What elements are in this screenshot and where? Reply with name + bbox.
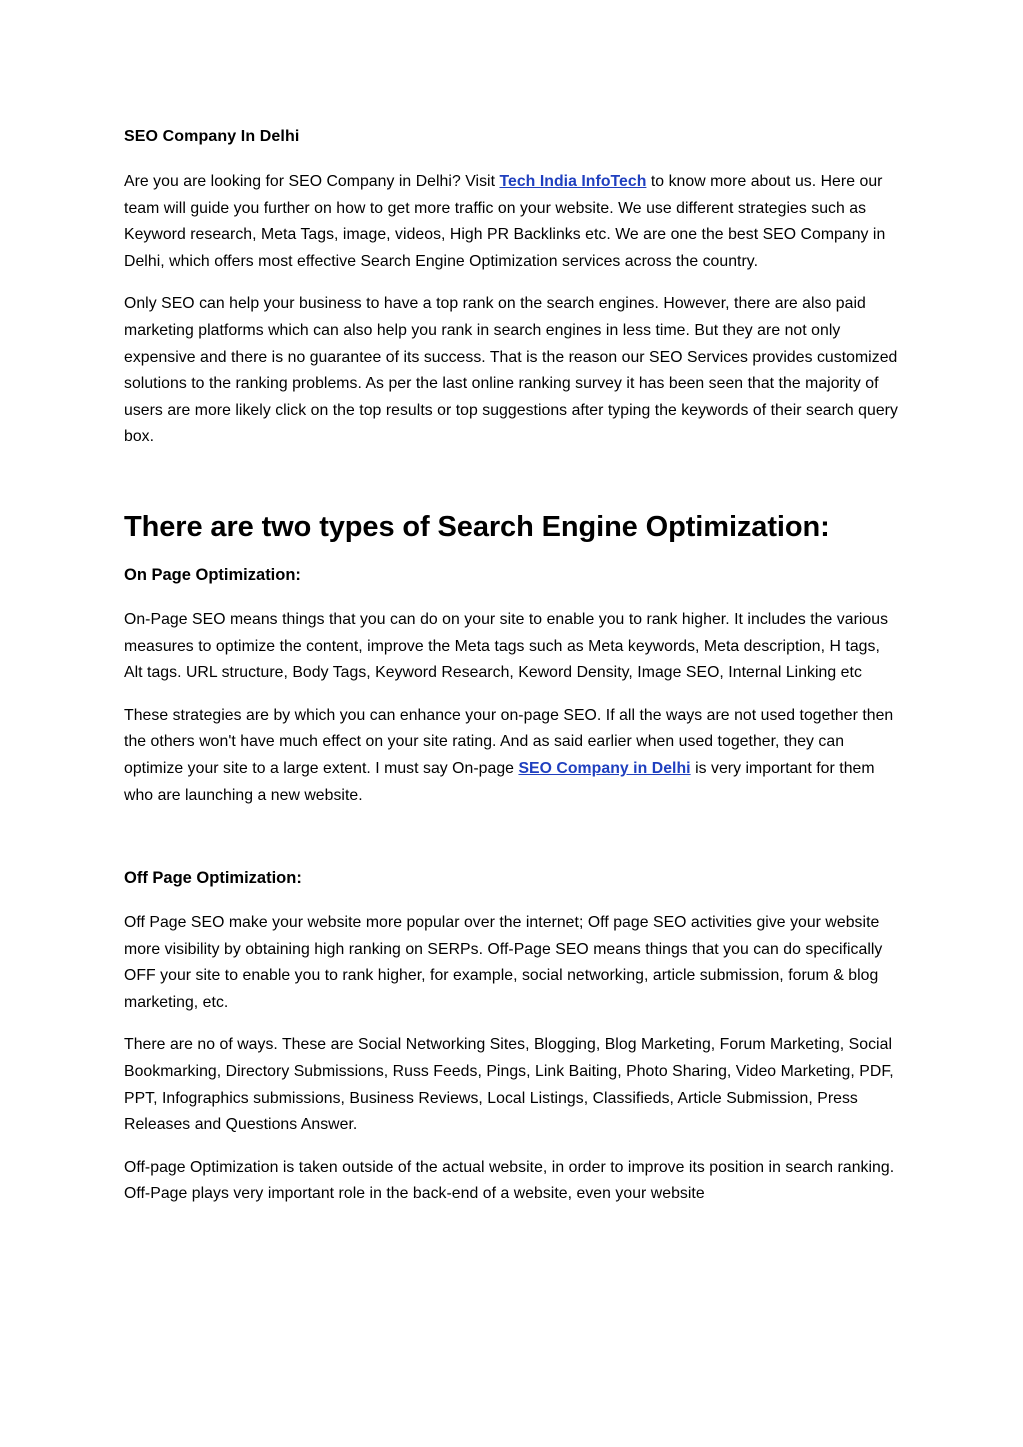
document-title: SEO Company In Delhi: [124, 128, 300, 145]
off-page-heading: Off Page Optimization:: [124, 869, 302, 888]
intro-paragraph: [124, 169, 899, 275]
document-page: [124, 126, 899, 1208]
on-page-heading: On Page Optimization:: [124, 565, 301, 584]
intro-text-before-link: Are you are looking for SEO Company in Delhi? Visit: [124, 173, 500, 190]
ranking-paragraph: Only SEO can help your business to have a top rank on the search engines. However, there are also paid marketing platforms which can also help you rank in search engines in less time. But they are not only expensive and there is no guarantee of its success. That is the reason our SEO Services provides customized solutions to the ranking problems. As per the last online ranking survey it has been seen that the majority of users are more likely click on the top results or top suggestions after typing the keywords of their search query box.: [124, 295, 898, 446]
off-page-paragraph-3: Off-page Optimization is taken outside of the actual website, in order to improve its position in search ranking. Off-Page plays very important role in the back-end of a website, even your website: [124, 1158, 895, 1203]
tech-india-infotech-link[interactable]: Tech India InfoTech: [499, 173, 647, 190]
on-page-text-after-link: is very important for them who are launching a new website.: [124, 759, 875, 804]
on-page-text-before-link: These strategies are by which you can enhance your on-page SEO. If all the ways are not used together then the others won't have much effect on your site rating. And as said earlier when used together, they can optimize your site to a large extent. I must say On-page: [124, 706, 894, 777]
seo-types-heading: There are two types of Search Engine Optimization:: [124, 510, 830, 543]
seo-company-in-delhi-link[interactable]: SEO Company in Delhi: [518, 759, 691, 777]
intro-text-after-link: to know more about us. Here our team will guide you further on how to get more traffic on your website. We use different strategies such as Keyword research, Meta Tags, image, videos, High PR Backlinks etc. We are one the best SEO Company in Delhi, which offers most effective Search Engine Optimization services across the country.: [124, 173, 886, 270]
off-page-paragraph-2: There are no of ways. These are Social Networking Sites, Blogging, Blog Marketing, Forum Marketing, Social Bookmarking, Directory Submissions, Russ Feeds, Pings, Link Baiting, Photo Sharing, Video Marketing, PDF, PPT, Infographics submissions, Business Reviews, Local Listings, Classifieds, Article Submission, Press Releases and Questions Answer.: [124, 1036, 894, 1134]
on-page-paragraph-2: [124, 703, 899, 809]
on-page-paragraph-1: On-Page SEO means things that you can do on your site to enable you to rank higher. It includes the various measures to optimize the content, improve the Meta tags such as Meta keywords, Meta description, H tags, Alt tags. URL structure, Body Tags, Keyword Research, Keword Density, Image SEO, Internal Linking etc: [124, 610, 889, 682]
off-page-paragraph-1: Off Page SEO make your website more popular over the internet; Off page SEO activities give your website more visibility by obtaining high ranking on SERPs. Off-Page SEO means things that you can do specifically OFF your site to enable you to rank higher, for example, social networking, article submission, forum & blog marketing, etc.: [124, 914, 883, 1011]
